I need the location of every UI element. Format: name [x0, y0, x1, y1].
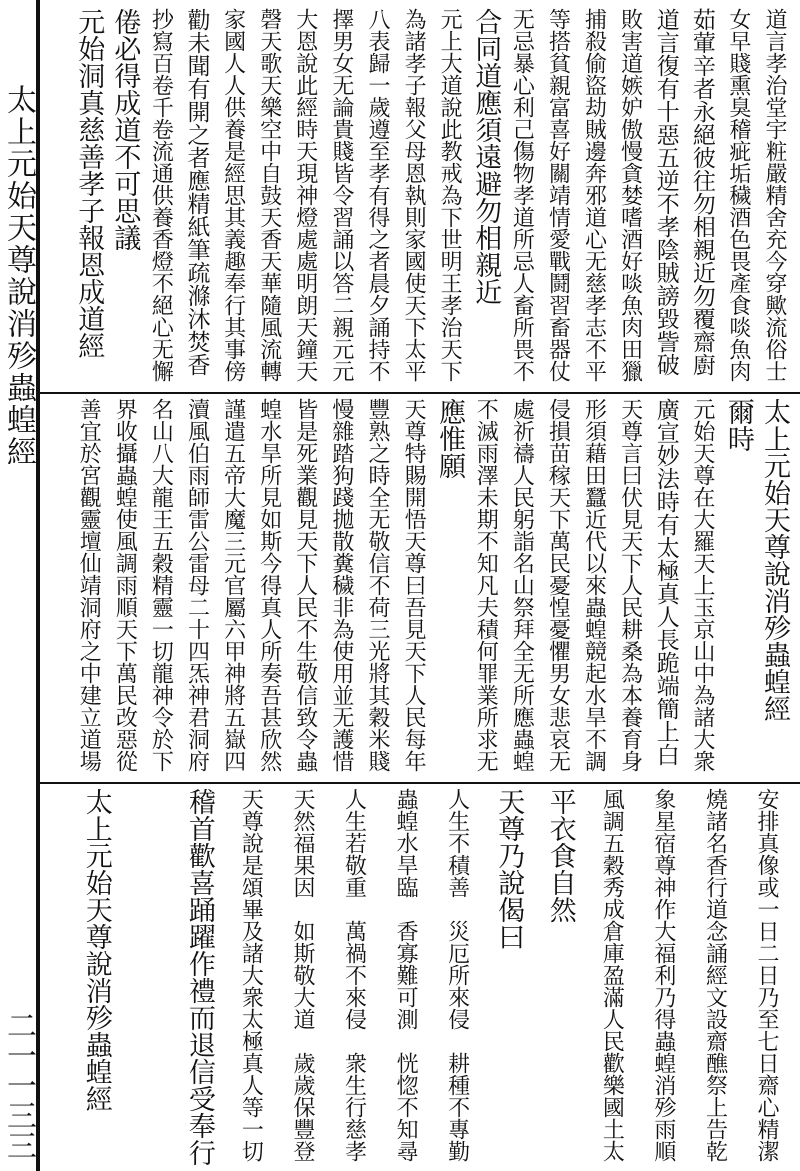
text-column: 不滅雨澤未期不知凡夫積何罪業所求无 [473, 398, 499, 772]
text-column: 元始洞真慈善孝子報恩成道經 [73, 8, 105, 359]
text-column: 磬天歌天樂空中自鼓天香天華隨風流轉 [256, 8, 282, 382]
text-column: 界收攝蟲蝗使風調雨順天下萬民改惡從 [112, 398, 138, 772]
text-column: 敗害道嫉妒傲慢貪婪嗜酒好啖魚肉田獵 [617, 8, 643, 382]
text-column: 燒諸名香行道念誦經文設齋醮祭上告乾 [702, 788, 728, 1162]
text-column: 廣宣妙法時有太極真人長跪端簡上白 [652, 398, 679, 766]
text-column: 謹遣五帝大魔三元官屬六甲神將五嶽四 [220, 398, 246, 772]
text-column: 太上元始天尊說消殄蟲蝗經 [759, 398, 790, 722]
text-column: 天尊言曰伏見天下人民耕桑為本養育身 [617, 398, 643, 772]
text-column: 元上大道說此教戒為下世明王孝治天下 [437, 8, 463, 382]
text-column: 元始天尊在大羅天上玉京山中為諸大衆 [689, 398, 715, 772]
text-column: 形須藉田蠶近代以來蟲蝗競起水旱不調 [581, 398, 607, 772]
text-column: 皆是死業觀見天下人民不生敬信致令蟲 [292, 398, 318, 772]
text-column: 風調五穀秀成倉庫盈滿人民歡樂國土太 [599, 788, 625, 1162]
text-register-top [70, 8, 792, 388]
text-column: 道言孝治堂宇粧嚴精舍充今穿歟流俗士 [762, 8, 787, 382]
text-column: 稽首歡喜踊躍作禮而退信受奉行 [183, 788, 215, 1166]
text-column: 安排真像或一日二日乃至七日齋心精潔 [754, 788, 779, 1162]
text-column: 人生若敬重 萬禍不來侵 衆生行慈孝 [341, 788, 367, 1162]
text-register-middle [70, 398, 792, 778]
text-column: 天然福果因 如斯敬大道 歲歲保豐登 [289, 788, 315, 1162]
text-column: 蟲蝗水旱臨 香寡難可測 恍惚不知尋 [393, 788, 419, 1162]
text-column: 天尊說是頌畢及諸大衆太極真人等一切 [238, 788, 264, 1162]
text-column: 合同道應須遠避勿相親近 [470, 8, 502, 305]
page-number: 二一一三三 [1, 1010, 36, 1160]
text-column: 捕殺偷盜劫賊邊奔邪道心无慈孝志不平 [581, 8, 607, 382]
text-column: 勸未聞有開之者應精紙筆疏滌沐焚香 [183, 8, 210, 376]
text-column: 平衣食自然 [544, 788, 576, 923]
text-column: 家國人人供養是經思其義趣奉行其事傍 [220, 8, 246, 382]
text-column: 倦必得成道不可思議 [109, 8, 141, 251]
register-divider-2 [40, 782, 800, 784]
text-column: 八表歸一歲遵至孝有得之者晨夕誦持不 [364, 8, 390, 382]
text-column: 蝗水旱所見如斯今得真人所奏吾甚欣然 [256, 398, 282, 772]
margin-title: 太上元始天尊說消殄蟲蝗經 [1, 84, 36, 468]
register-divider-1 [40, 392, 800, 394]
text-column: 象星宿尊神作大福利乃得蟲蝗消殄雨順 [650, 788, 676, 1162]
text-column: 名山八大龍王五穀精靈一切龍神令於下 [148, 398, 174, 772]
text-column: 慢雜踏狗踐拋散糞穢非為使用並无護惜 [328, 398, 354, 772]
text-column: 女早賤熏臭稽疵垢穢酒色畏產食啖魚肉 [725, 8, 751, 382]
text-column [122, 788, 174, 1168]
text-column: 茹葷辛者永絕彼往勿相親近勿覆齋廚 [688, 8, 715, 376]
text-column: 為諸孝子報父母恩執則家國使天下太平 [401, 8, 427, 382]
text-register-bottom [70, 788, 792, 1168]
text-column: 抄寫百卷千卷流通供養香燈不絕心无懈 [148, 8, 174, 382]
text-column: 大恩說此經時天現神燈處處明朗天鐘天 [292, 8, 318, 382]
margin-rule [36, 0, 40, 1171]
text-column: 善宜於宮觀靈壇仙靖洞府之中建立道場 [76, 398, 102, 772]
text-column: 等搭貧親富喜好關靖情愛戰鬪習畜器仗 [545, 8, 571, 382]
text-column: 天尊乃說偈曰 [493, 788, 525, 950]
text-column: 人生不積善 災厄所來侵 耕種不專勤 [444, 788, 470, 1162]
text-column: 无忌暴心利己傷物孝道所忌人畜所畏不 [509, 8, 535, 382]
text-column: 豐熟之時全无敬信不荷三光將其穀米賤 [364, 398, 390, 772]
text-column: 瀆風伯雨師雷公雷母二十四炁神君洞府 [184, 398, 210, 772]
text-column: 太上元始天尊說消殄蟲蝗經 [80, 788, 112, 1112]
text-column: 應惟願 [434, 398, 466, 479]
text-column: 擇男女无論貴賤皆令習誦以答二親元元 [328, 8, 354, 382]
text-column: 天尊特賜開悟天尊曰吾見天下人民每年 [401, 398, 427, 772]
text-column: 道言復有十惡五逆不孝陰賊謗毀訾破 [652, 8, 679, 376]
text-column: 處祈禱人民躬詣名山祭拜全无所應蟲蝗 [509, 398, 535, 772]
text-column: 爾時 [722, 398, 754, 452]
text-column: 侵損苗稼天下萬民憂惶憂懼男女悲哀无 [545, 398, 571, 772]
